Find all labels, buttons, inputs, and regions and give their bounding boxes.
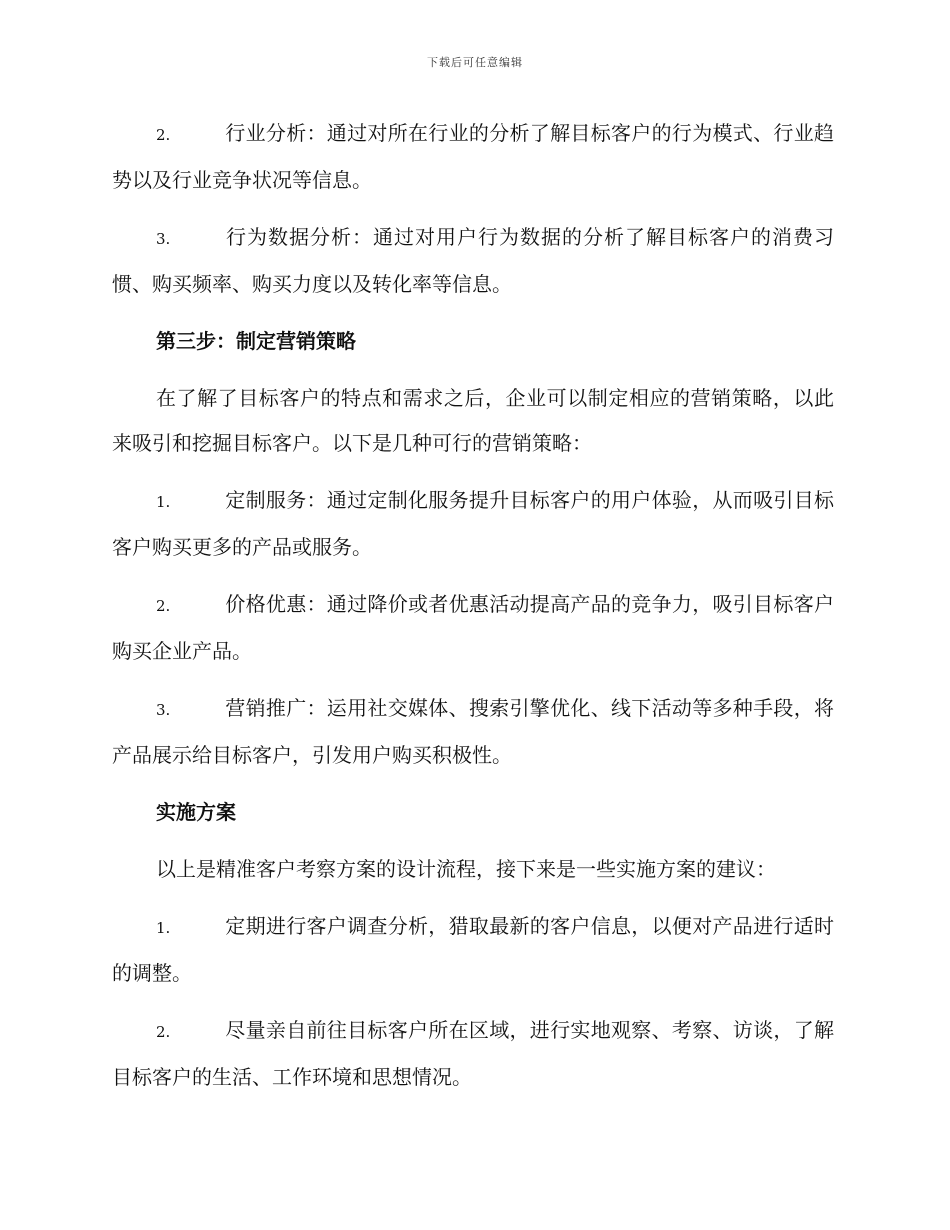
paragraph: 在了解了目标客户的特点和需求之后，企业可以制定相应的营销策略，以此来吸引和挖掘目标客户。以下是几种可行的营销策略： [112,386,834,455]
list-number: 1. [156,493,171,511]
section-heading: 实施方案 [156,800,236,824]
list-item [112,478,834,570]
section-heading: 第三步：制定营销策略 [156,329,356,353]
list-text: 行业分析：通过对所在行业的分析了解目标客户的行为模式、行业趋势以及行业竞争状况等信息。 [112,121,834,192]
list-number: 3. [156,230,171,248]
list-number: 2. [156,1023,171,1041]
paragraph: 以上是精准客户考察方案的设计流程，接下来是一些实施方案的建议： [156,857,776,881]
page-header: 下载后可任意编辑 [427,56,523,69]
list-text: 行为数据分析：通过对用户行为数据的分析了解目标客户的消费习惯、购买频率、购买力度以及转化率等信息。 [112,225,834,296]
list-text: 定制服务：通过定制化服务提升目标客户的用户体验，从而吸引目标客户购买更多的产品或服务。 [112,488,834,559]
list-number: 1. [156,919,171,937]
list-number: 2. [156,597,171,615]
list-item [112,1008,834,1100]
list-item [112,111,834,203]
list-item [112,582,834,674]
list-item [112,215,834,307]
list-item [112,686,834,778]
list-text: 定期进行客户调查分析，猎取最新的客户信息，以便对产品进行适时的调整。 [112,914,834,985]
document-body [112,111,834,1112]
list-text: 价格优惠：通过降价或者优惠活动提高产品的竞争力，吸引目标客户购买企业产品。 [112,592,834,663]
list-text: 营销推广：运用社交媒体、搜索引擎优化、线下活动等多种手段，将产品展示给目标客户，引发用户购买积极性。 [112,696,834,767]
list-number: 3. [156,701,171,719]
list-item [112,904,834,996]
list-text: 尽量亲自前往目标客户所在区域，进行实地观察、考察、访谈，了解目标客户的生活、工作环境和思想情况。 [112,1018,834,1089]
list-number: 2. [156,126,171,144]
